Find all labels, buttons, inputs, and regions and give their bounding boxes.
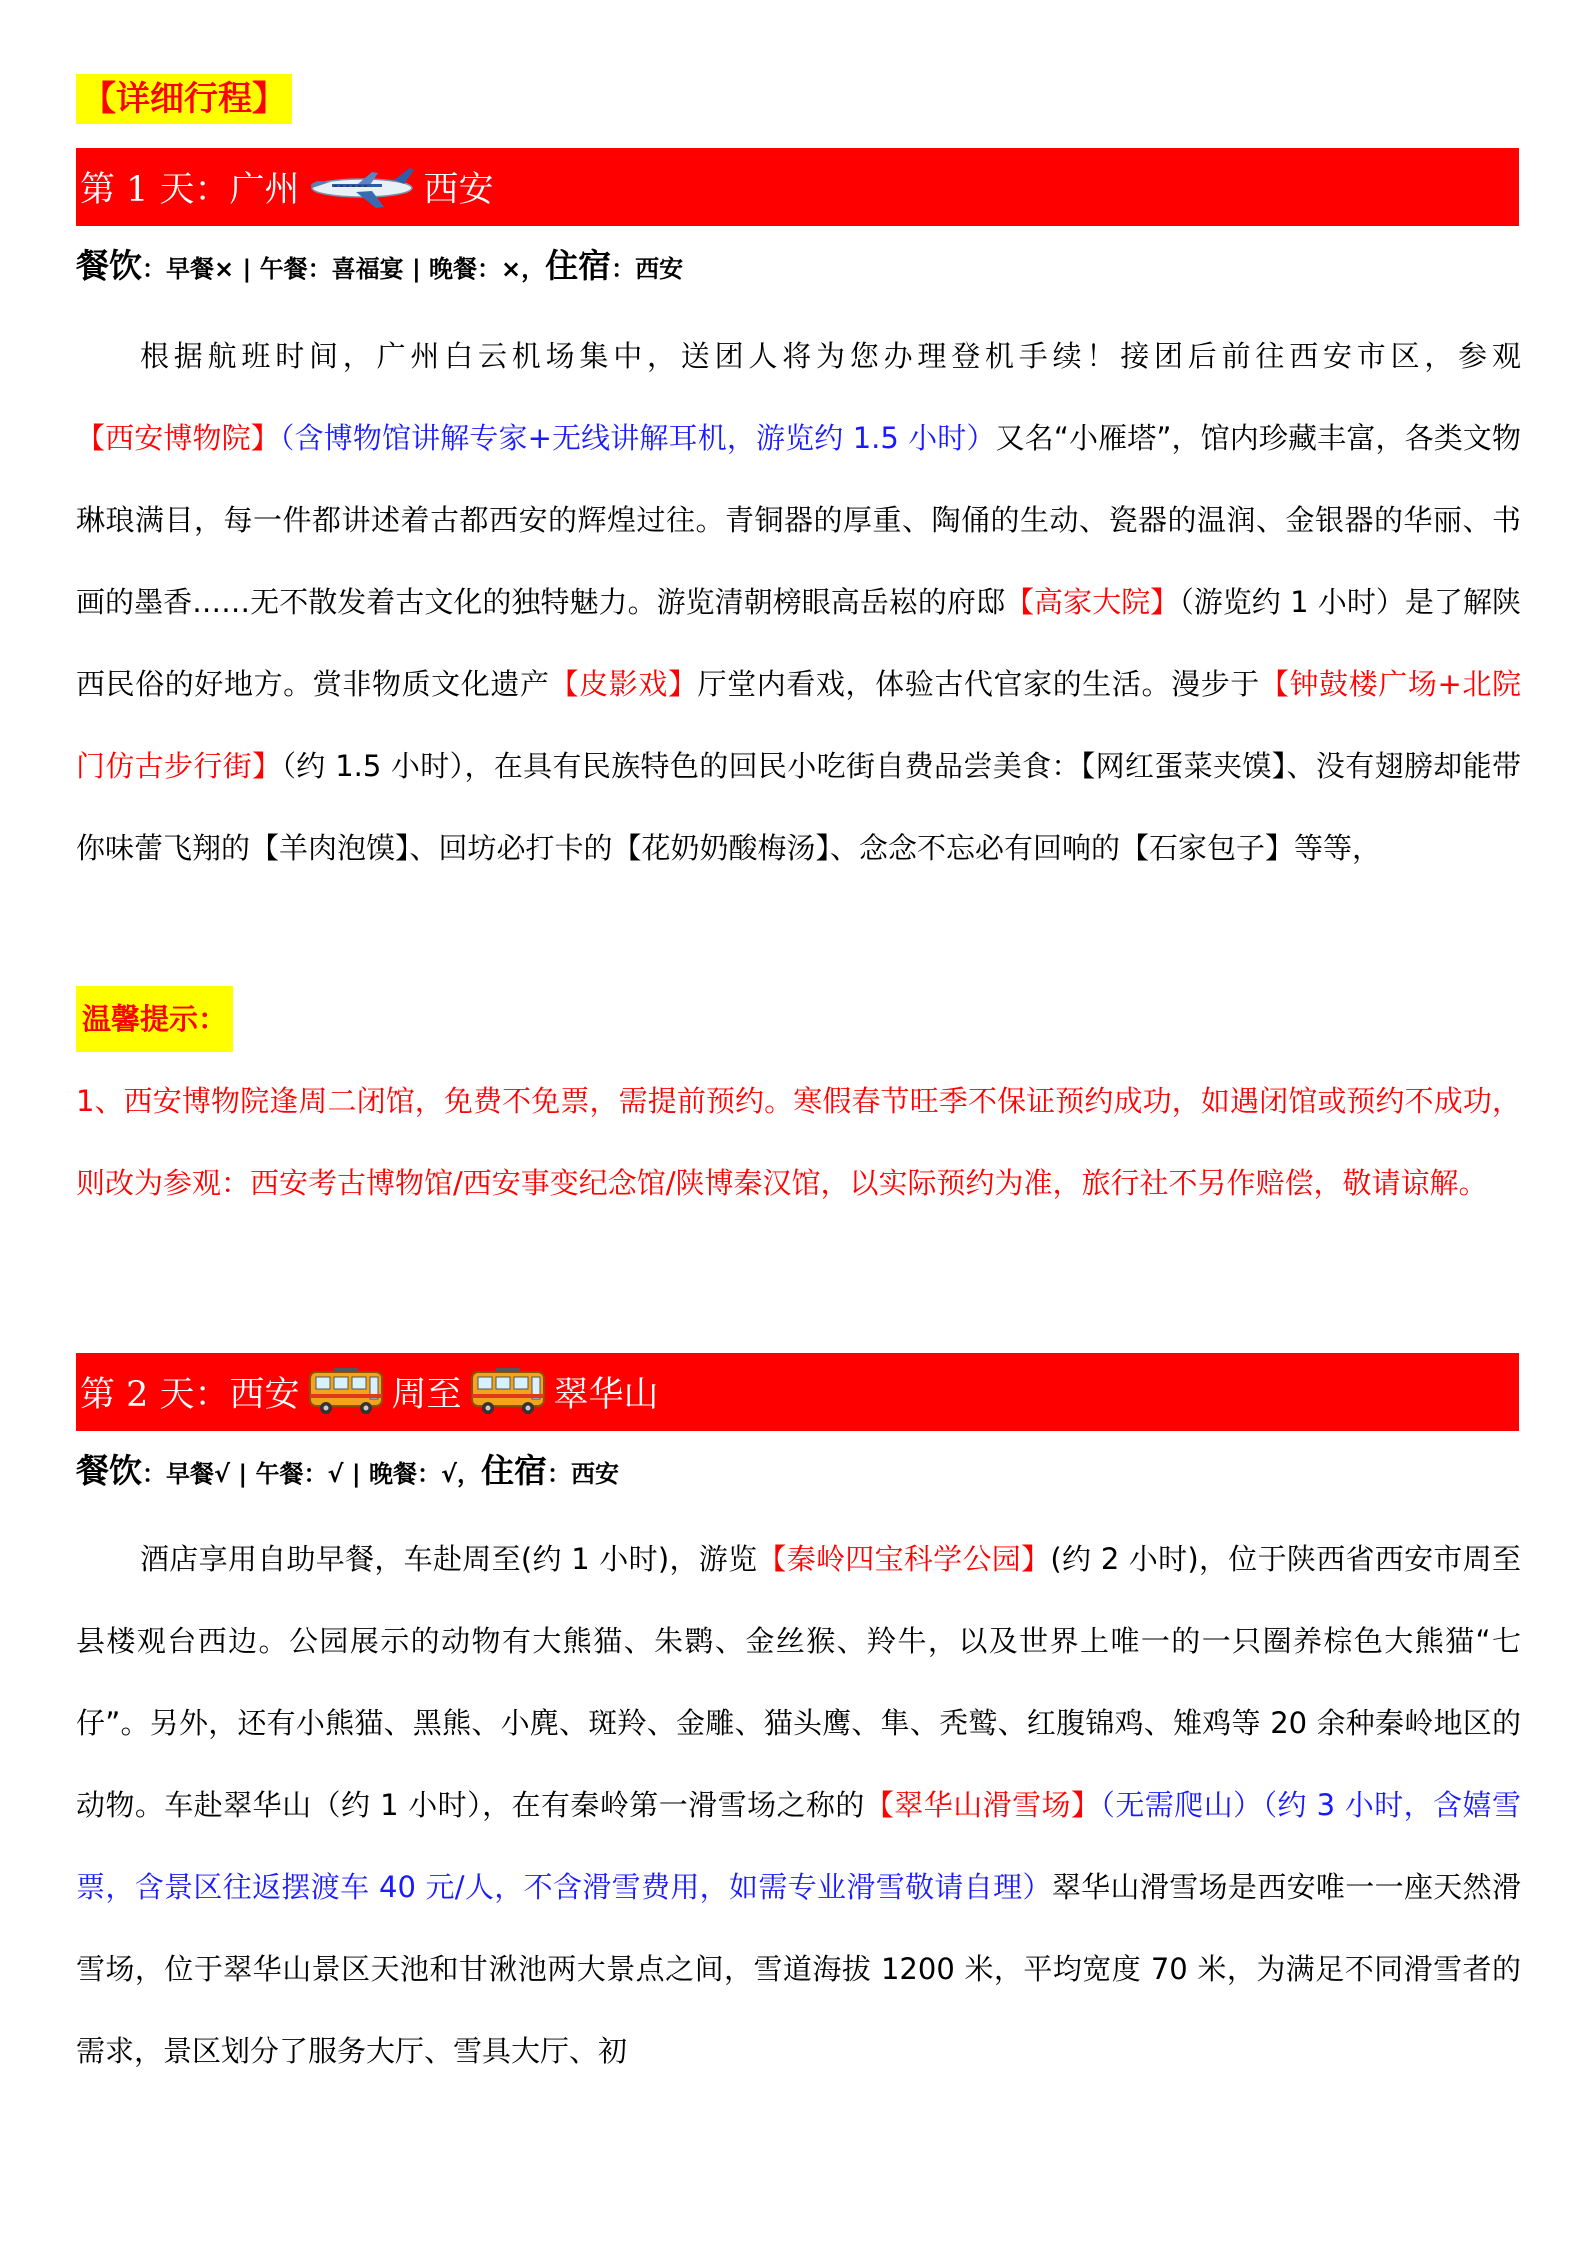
day1-text-2: 又名“小雁塔”，馆内珍藏丰富，各类文物琳琅满目，每一件都讲述着古都西安的辉煌过往。青铜器的厚重、陶俑的生动、瓷器的温润、金银器的华丽、书画的墨香……无不散发着古文化的独特魅力。游览清朝榜眼高岳崧的府邸 [76,421,1521,619]
day1-highlight-gaojia: 【高家大院】 [1005,585,1180,619]
day2-title-destination: 翠华山 [553,1375,659,1415]
bus-icon [304,1366,388,1418]
day2-note-ski: （无需爬山）（约 3 小时，含嬉雪票，含景区往返摆渡车 40 元/人，不含滑雪费用，如需专业滑雪敬请自理） [76,1788,1521,1904]
day1-tip-label: 温馨提示： [76,986,233,1052]
day1-highlight-museum: 【西安博物院】 [76,421,280,455]
day1-title-bar [76,148,1519,226]
day2-stay-detail: ：西安 [546,1460,619,1488]
day1-meal-label: 餐饮 [76,246,142,285]
day2-meal-line [76,1445,619,1492]
section-title: 【详细行程】 [76,74,292,124]
day2-highlight-ski-resort: 【翠华山滑雪场】 [864,1788,1101,1822]
day1-stay-detail: ：西安 [611,255,684,283]
airplane-icon [306,164,418,210]
day2-meal-label: 餐饮 [76,1451,142,1490]
day1-text-5: （约 1.5 小时），在具有民族特色的回民小吃街自费品尝美食：【网红蛋菜夹馍】、没有翅膀却能带你味蕾飞翔的【羊肉泡馍】、回坊必打卡的【花奶奶酸梅汤】、念念不忘必有回响的【石家包子】等等， [76,749,1521,865]
day1-description [76,315,1521,889]
day2-text-2: (约 2 小时)，位于陕西省西安市周至县楼观台西边。公园展示的动物有大熊猫、朱鹮、金丝猴、羚牛，以及世界上唯一的一只圈养棕色大熊猫“七仔”。另外，还有小熊猫、黑熊、小麂、斑羚、金雕、猫头鹰、隼、秃鹫、红腹锦鸡、雉鸡等 20 余种秦岭地区的动物。车赴翠华山（约 1 小时），在有秦岭第一滑雪场之称的 [76,1542,1521,1822]
day1-title-origin: 第 1 天：广州 [80,170,300,210]
day1-title-destination: 西安 [423,170,494,210]
day2-title-origin: 第 2 天：西安 [80,1375,300,1415]
day1-highlight-bell-drum: 【钟鼓楼广场+北院门仿古步行街】 [76,667,1521,783]
day2-description [76,1518,1521,2092]
bus-icon [466,1366,550,1418]
day2-text-1: 酒店享用自助早餐，车赴周至(约 1 小时)，游览 [140,1542,758,1576]
day1-stay-label: 住宿 [545,246,612,285]
day2-stay-label: 住宿 [480,1451,547,1490]
day2-title-stop: 周至 [391,1375,462,1415]
day2-title-bar [76,1353,1519,1431]
day1-text-1: 根据航班时间，广州白云机场集中，送团人将为您办理登机手续！接团后前往西安市区，参观 [140,339,1521,373]
day1-text-3: （游览约 1 小时）是了解陕西民俗的好地方。赏非物质文化遗产 [76,585,1521,701]
day1-tip-text: 1、西安博物院逢周二闭馆，免费不免票，需提前预约。寒假春节旺季不保证预约成功，如遇闭馆或预约不成功，则改为参观：西安考古博物馆/西安事变纪念馆/陕博秦汉馆，以实际预约为准，旅行社不另作赔偿，敬请谅解。 [76,1084,1521,1200]
day1-note-museum: （含博物馆讲解专家+无线讲解耳机，游览约 1.5 小时） [279,421,996,455]
day2-meal-detail: ：早餐√ | 午餐：√ | 晚餐：√， [142,1460,481,1488]
day1-meal-detail: ：早餐× | 午餐：喜福宴 | 晚餐：×， [142,255,546,283]
day1-text-4: 厅堂内看戏，体验古代官家的生活。漫步于 [697,667,1260,701]
day2-text-3: 翠华山滑雪场是西安唯一一座天然滑雪场，位于翠华山景区天池和甘湫池两大景点之间，雪道海拔 1200 米，平均宽度 70 米，为满足不同滑雪者的需求，景区划分了服务大厅、雪具大厅、初 [76,1870,1521,2068]
day1-highlight-shadow-play: 【皮影戏】 [549,667,698,701]
day2-highlight-qinling-park: 【秦岭四宝科学公园】 [757,1542,1051,1576]
day1-meal-line [76,240,683,287]
